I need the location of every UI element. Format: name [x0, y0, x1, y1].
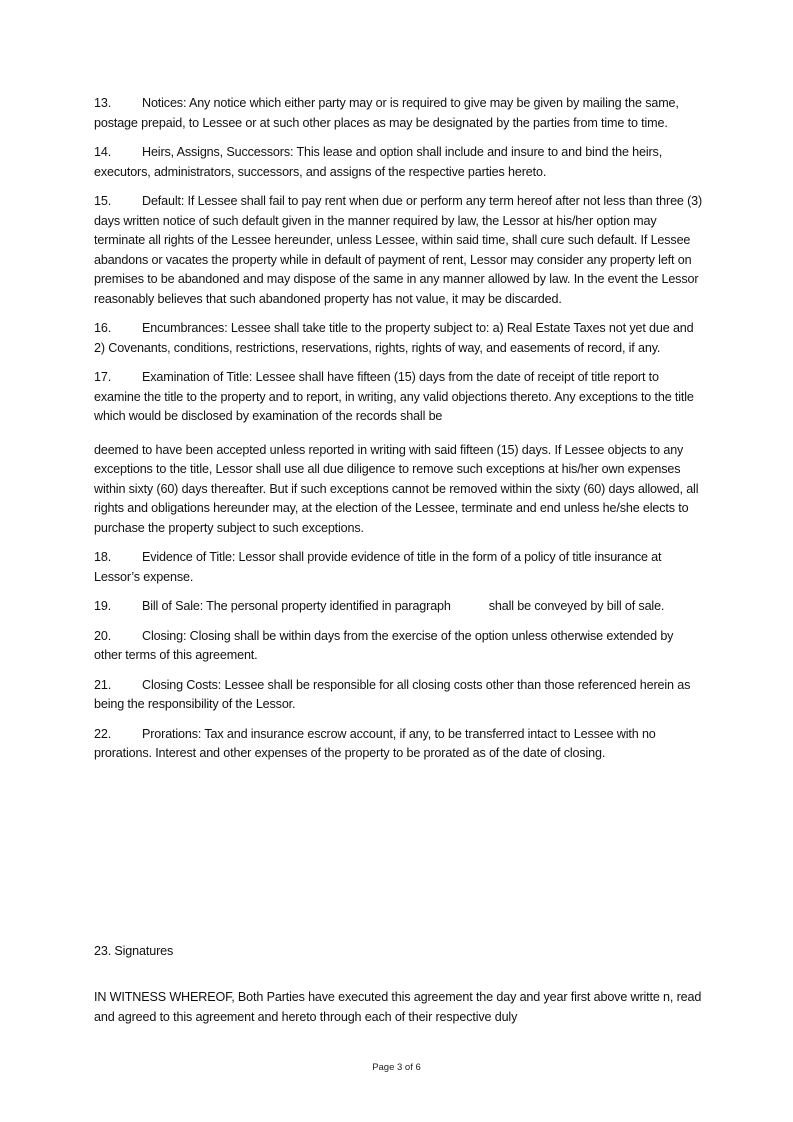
clause-18 — [94, 548, 704, 587]
clauses-list — [94, 94, 704, 774]
clause-text-after-blank: shall be conveyed by bill of sale. — [488, 599, 665, 613]
clause-text: Heirs, Assigns, Successors: This lease and option shall include and insure to and bind the heirs, executors, administrators, successors, and assigns of the respective parties hereto. — [94, 145, 663, 179]
clause-text: Notices: Any notice which either party may or is required to give may be given by mailing the same, postage prepaid, to Lessee or at such other places as may be designated by the parties from time to time. — [94, 96, 679, 130]
clause-text-before-blank: Bill of Sale: The personal property identified in paragraph — [142, 599, 451, 613]
clause-number: 18. — [94, 550, 112, 564]
clause-number: 19. — [94, 599, 112, 613]
clause-17 — [94, 368, 704, 427]
clause-17-continued — [94, 441, 704, 539]
witness-paragraph: IN WITNESS WHEREOF, Both Parties have executed this agreement the day and year first above writte n, read and agreed to this agreement and hereto through each of their respective duly — [94, 990, 702, 1024]
clause-number: 22. — [94, 726, 112, 741]
clause-number: 21. — [94, 677, 112, 692]
clause-22 — [94, 725, 704, 764]
clause-text: Default: If Lessee shall fail to pay rent when due or perform any term hereof after not less than three (3) days written notice of such default given in the manner required by law, the Lessor at his/her option may terminate all rights of the Lessee hereunder, unless Lessee, within said time, shall cure such default. If Lessee abandons or vacates the property while in default of payment of rent, Lessor may consider any property left on premises to be abandoned and may dispose of the same in any manner allowed by law. In the event the Lessor reasonably believes that such abandoned property has not value, it may be discarded. — [94, 194, 703, 306]
clause-number: 13. — [94, 96, 112, 110]
clause-13 — [94, 94, 704, 133]
clause-number: 15. — [94, 194, 112, 208]
clause-text: Closing: Closing shall be within days from the exercise of the option unless otherwise extended by other terms of this agreement. — [94, 628, 674, 662]
clause-text: Prorations: Tax and insurance escrow account, if any, to be transferred intact to Lessee with no prorations. Interest and other expenses of the property to be prorated as of the date of closing. — [94, 726, 656, 760]
clause-19 — [94, 597, 704, 617]
signatures-heading: 23. Signatures — [94, 944, 174, 958]
clause-number: 17. — [94, 370, 112, 384]
clause-20 — [94, 627, 704, 666]
page-footer: Page 3 of 6 — [372, 1062, 421, 1073]
clause-text: Examination of Title: Lessee shall have fifteen (15) days from the date of receipt of title report to examine the title to the property and to report, in writing, any valid objections thereto. Any exceptions to the title which would be disclosed by examination of the records shall be — [94, 370, 694, 423]
clause-text: Closing Costs: Lessee shall be responsible for all closing costs other than those referenced herein as being the responsibility of the Lessor. — [94, 677, 691, 711]
clause-number: 14. — [94, 145, 112, 159]
clause-15 — [94, 192, 704, 309]
clause-text: Encumbrances: Lessee shall take title to the property subject to: a) Real Estate Taxes not yet due and 2) Covenants, conditions, restrictions, reservations, rights, rights of way, and easements of record, if any. — [94, 321, 694, 355]
clause-text: Evidence of Title: Lessor shall provide evidence of title in the form of a policy of title insurance at Lessor’s expense. — [94, 550, 662, 584]
clause-14 — [94, 143, 704, 182]
clause-number: 20. — [94, 628, 112, 643]
clause-16 — [94, 319, 704, 358]
clause-21 — [94, 676, 704, 715]
clause-text: deemed to have been accepted unless reported in writing with said fifteen (15) days. If Lessee objects to any exceptions to the title, Lessor shall use all due diligence to remove such exceptions at his/her own expenses within sixty (60) days thereafter. But if such exceptions cannot be removed within the sixty (60) days allowed, all rights and obligations hereunder may, at the election of the Lessee, terminate and end unless he/she elects to purchase the property subject to such exceptions. — [94, 442, 699, 535]
clause-number: 16. — [94, 321, 112, 335]
